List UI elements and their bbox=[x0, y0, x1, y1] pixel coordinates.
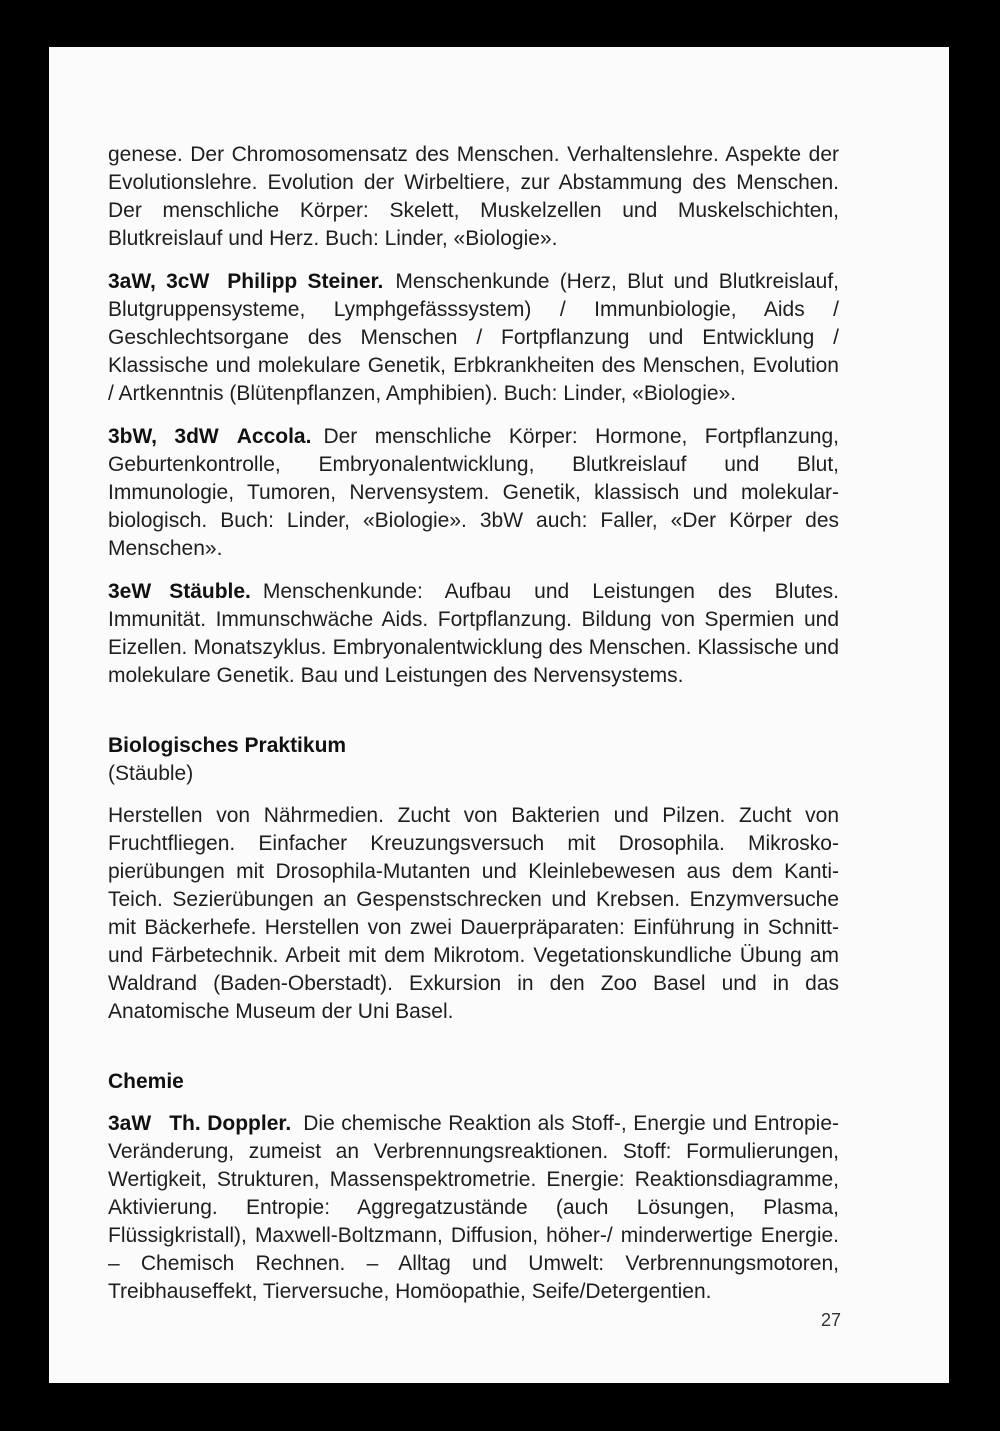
course-teacher: Accola. bbox=[236, 425, 312, 448]
course-classes: 3eW bbox=[108, 580, 152, 603]
course-entry bbox=[108, 268, 839, 408]
course-description: Menschenkunde (Herz, Blut und Blutkreislauf, Blutgruppensysteme, Lymphgefässsystem) / Immunbiologie, Aids / Geschlechtsorgane des Menschen / Fortpflanzung und Entwicklung / Klassische und molekulare Genetik, Erbkrankheiten des Menschen, Evolution / Artkenntnis (Blütenpflanzen, Amphibien). Buch: Linder, «Biologie». bbox=[108, 270, 839, 405]
course-description: Die chemische Reaktion als Stoff-, Energie und Entropie-Veränderung, zumeist an Verbrennungsreaktionen. Stoff: Formulierungen, Wertigkeit, Strukturen, Massenspektrometrie. Energie: Reaktionsdiagramme, Aktivierung. Entropie: Aggregatzustände (auch Lösungen, Plasma, Flüssigkristall), Maxwell-Boltzmann, Diffusion, höher-/ minderwertige Energie. – Chemisch Rechnen. – Alltag und Umwelt: Verbrennungsmotoren, Treibhauseffekt, Tierversuche, Homöopathie, Seife/Detergentien. bbox=[108, 1112, 839, 1303]
page-number: 27 bbox=[821, 1310, 842, 1330]
course-description: Der menschliche Körper: Hormone, Fortpflanzung, Geburtenkontrolle, Embryonalentwicklung, Blutkreislauf und Blut, Immunologie, Tumoren, Nervensystem. Genetik, klassisch und molekularbiologisch. Buch: Linder, «Biologie». 3bW auch: Faller, «Der Körper des Menschen». bbox=[108, 425, 839, 560]
practicum-subtitle: (Stäuble) bbox=[108, 762, 194, 785]
course-entry bbox=[108, 423, 839, 563]
course-entry bbox=[108, 578, 839, 690]
course-teacher: Stäuble. bbox=[169, 580, 251, 603]
course-entry bbox=[108, 1110, 839, 1306]
course-classes: 3bW, 3dW bbox=[108, 425, 219, 448]
practicum-heading: Biologisches Praktikum bbox=[108, 734, 347, 757]
course-classes: 3aW bbox=[108, 1112, 152, 1135]
practicum-description: Herstellen von Nährmedien. Zucht von Bakterien und Pilzen. Zucht von Fruchtfliegen. Einfacher Kreuzungsversuch mit Drosophila. Mikroskopierübungen mit Drosophila-Mutanten und Kleinlebewesen aus dem Kanti-Teich. Sezierübungen an Gespenstschrecken und Krebsen. Enzymversuche mit Bäckerhefe. Herstellen von zwei Dauerpräparaten: Einführung in Schnitt- und Färbetechnik. Arbeit mit dem Mikrotom. Vegetationskundliche Übung am Waldrand (Baden-Oberstadt). Exkursion in den Zoo Basel und in das Anatomische Museum der Uni Basel. bbox=[108, 804, 839, 1023]
course-description: Menschenkunde: Aufbau und Leistungen des Blutes. Immunität. Immunschwäche Aids. Fortpflanzung. Bildung von Spermien und Eizellen. Monatszyklus. Embryonalentwicklung des Menschen. Klassische und molekulare Genetik. Bau und Leistungen des Nervensystems. bbox=[108, 580, 839, 687]
course-classes: 3aW, 3cW bbox=[108, 270, 210, 293]
course-teacher: Philipp Steiner. bbox=[227, 270, 384, 293]
chemistry-heading: Chemie bbox=[108, 1070, 184, 1093]
document-page bbox=[49, 47, 949, 1383]
intro-paragraph: genese. Der Chromosomensatz des Menschen. Verhaltenslehre. Aspekte der Evolutionslehre. Evolution der Wirbeltiere, zur Abstammung des Menschen. Der menschliche Körper: Skelett, Muskelzellen und Muskelschichten, Blutkreislauf und Herz. Buch: Linder, «Biologie». bbox=[108, 143, 839, 250]
course-teacher: Th. Doppler. bbox=[169, 1112, 292, 1135]
page-content bbox=[108, 141, 839, 1321]
